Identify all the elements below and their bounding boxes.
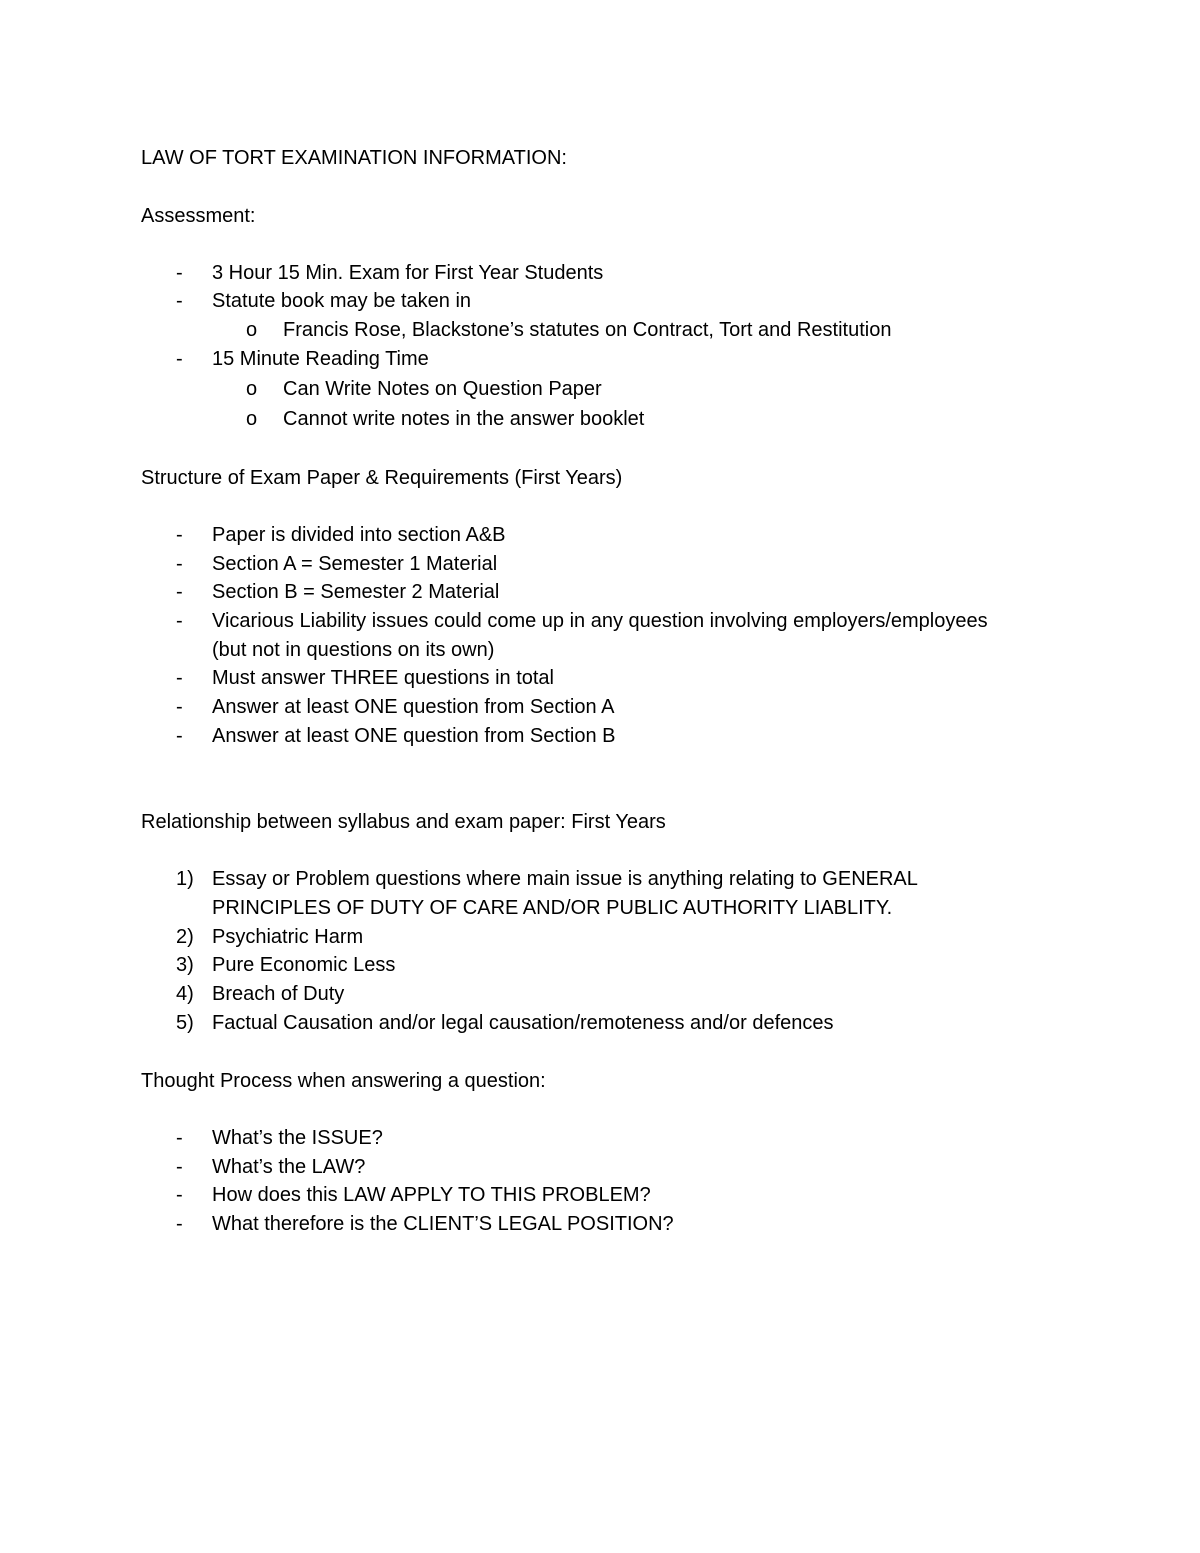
thought-process-item: What therefore is the CLIENT’S LEGAL POSITION? — [212, 1213, 674, 1235]
thought-process-heading: Thought Process when answering a question: — [141, 1070, 546, 1092]
structure-item: Vicarious Liability issues could come up in any question involving employers/employees — [212, 610, 988, 632]
list-number: 5) — [176, 1012, 194, 1034]
assessment-item-exam-length: 3 Hour 15 Min. Exam for First Year Students — [212, 262, 604, 284]
bullet-circle: o — [246, 378, 258, 400]
relationship-item: Pure Economic Less — [212, 954, 396, 976]
structure-item: Paper is divided into section A&B — [212, 524, 506, 546]
thought-process-item: What’s the ISSUE? — [212, 1127, 383, 1149]
bullet-dash: - — [176, 581, 183, 603]
structure-heading: Structure of Exam Paper & Requirements (First Years) — [141, 467, 623, 489]
relationship-item: Breach of Duty — [212, 983, 345, 1005]
bullet-dash: - — [176, 1156, 183, 1178]
list-number: 4) — [176, 983, 194, 1005]
bullet-dash: - — [176, 610, 183, 632]
list-number: 3) — [176, 954, 194, 976]
bullet-dash: - — [176, 524, 183, 546]
assessment-item-statute-book: Statute book may be taken in — [212, 290, 472, 312]
bullet-dash: - — [176, 696, 183, 718]
bullet-circle: o — [246, 408, 258, 430]
structure-item: Answer at least ONE question from Section A — [212, 696, 615, 718]
relationship-item: Factual Causation and/or legal causation/remoteness and/or defences — [212, 1012, 834, 1034]
bullet-circle: o — [246, 319, 258, 341]
assessment-subitem-statute-title: Francis Rose, Blackstone’s statutes on Contract, Tort and Restitution — [283, 319, 892, 341]
structure-item-continuation: (but not in questions on its own) — [212, 639, 495, 661]
relationship-heading: Relationship between syllabus and exam paper: First Years — [141, 811, 666, 833]
relationship-item: Psychiatric Harm — [212, 926, 364, 948]
thought-process-item: What’s the LAW? — [212, 1156, 366, 1178]
assessment-subitem-question-paper: Can Write Notes on Question Paper — [283, 378, 602, 400]
bullet-dash: - — [176, 290, 183, 312]
bullet-dash: - — [176, 1184, 183, 1206]
structure-item: Section B = Semester 2 Material — [212, 581, 500, 603]
bullet-dash: - — [176, 725, 183, 747]
structure-item: Answer at least ONE question from Section B — [212, 725, 616, 747]
assessment-item-reading-time: 15 Minute Reading Time — [212, 348, 429, 370]
bullet-dash: - — [176, 348, 183, 370]
list-number: 1) — [176, 868, 194, 890]
relationship-item-continuation: PRINCIPLES OF DUTY OF CARE AND/OR PUBLIC AUTHORITY LIABLITY. — [212, 897, 893, 919]
structure-item: Section A = Semester 1 Material — [212, 553, 498, 575]
assessment-heading: Assessment: — [141, 205, 256, 227]
bullet-dash: - — [176, 1213, 183, 1235]
document-title: LAW OF TORT EXAMINATION INFORMATION: — [141, 147, 567, 169]
bullet-dash: - — [176, 553, 183, 575]
bullet-dash: - — [176, 262, 183, 284]
structure-item: Must answer THREE questions in total — [212, 667, 555, 689]
list-number: 2) — [176, 926, 194, 948]
bullet-dash: - — [176, 1127, 183, 1149]
thought-process-item: How does this LAW APPLY TO THIS PROBLEM? — [212, 1184, 651, 1206]
bullet-dash: - — [176, 667, 183, 689]
assessment-subitem-answer-booklet: Cannot write notes in the answer booklet — [283, 408, 645, 430]
relationship-item: Essay or Problem questions where main issue is anything relating to GENERAL — [212, 868, 918, 890]
